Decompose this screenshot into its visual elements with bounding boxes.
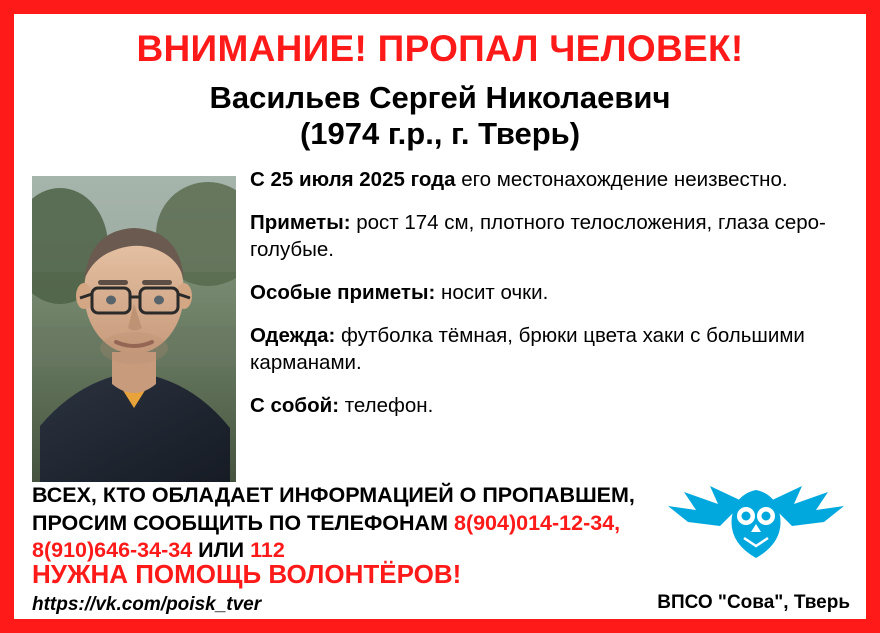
appeal-block <box>32 482 692 565</box>
phone-number-1[interactable]: 8(904)014-12-34, <box>453 510 621 535</box>
person-birth-city: (1974 г.р., г. Тверь) <box>299 116 581 152</box>
detail-item-date <box>250 166 850 193</box>
detail-label: С 25 июля 2025 года <box>250 168 456 191</box>
detail-text: телефон. <box>339 394 434 418</box>
detail-text: его местонахождение неизвестно. <box>455 168 788 191</box>
page-title: ВНИМАНИЕ! ПРОПАЛ ЧЕЛОВЕК! <box>136 28 744 69</box>
detail-label: С собой: <box>250 394 340 418</box>
phone-number-2[interactable]: 8(910)646-34-34 <box>32 538 193 563</box>
body-row <box>14 164 866 484</box>
appeal-line-1: ВСЕХ, КТО ОБЛАДАЕТ ИНФОРМАЦИЕЙ О ПРОПАВШЕМ, <box>32 483 635 507</box>
detail-label: Одежда: <box>250 324 336 348</box>
poster-inner <box>14 14 866 619</box>
detail-text: рост 174 см, плотного телосложения, глаза серо-голубые. <box>250 211 826 262</box>
appeal-line-2 <box>32 510 692 538</box>
organization-name: ВПСО "Сова", Тверь <box>657 592 850 613</box>
or-word: ИЛИ <box>192 538 251 563</box>
detail-item-belongings <box>250 392 850 419</box>
appeal-prefix: ПРОСИМ СООБЩИТЬ ПО ТЕЛЕФОНАМ <box>32 510 454 535</box>
details-list <box>250 166 850 435</box>
person-photo <box>32 176 236 482</box>
detail-label: Особые приметы: <box>250 281 436 305</box>
person-name: Васильев Сергей Николаевич <box>209 79 671 115</box>
detail-item-features <box>250 209 850 263</box>
detail-label: Приметы: <box>250 211 351 235</box>
phone-number-emergency[interactable]: 112 <box>250 538 285 563</box>
detail-text: футболка тёмная, брюки цвета хаки с большими карманами. <box>250 324 805 375</box>
detail-text: носит очки. <box>435 281 549 305</box>
vk-link[interactable]: https://vk.com/poisk_tver <box>32 594 262 615</box>
volunteer-call: НУЖНА ПОМОЩЬ ВОЛОНТЁРОВ! <box>32 559 462 589</box>
owl-logo-icon <box>666 476 846 562</box>
detail-item-special-features <box>250 279 850 306</box>
detail-item-clothing <box>250 322 850 376</box>
